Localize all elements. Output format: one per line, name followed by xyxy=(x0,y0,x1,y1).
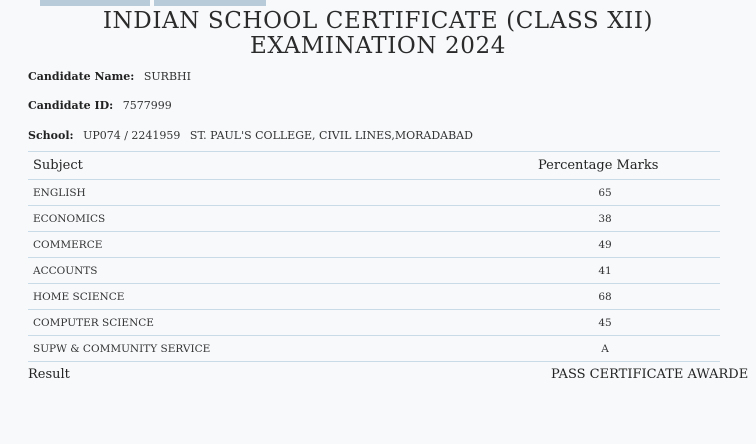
candidate-name-row xyxy=(28,70,191,83)
subject-cell: HOME SCIENCE xyxy=(28,284,538,310)
candidate-id-value: 7577999 xyxy=(122,99,172,112)
marks-table-header xyxy=(28,152,720,180)
top-tab-2[interactable] xyxy=(154,0,266,6)
school-code: UP074 / 2241959 xyxy=(83,129,181,142)
result-label: Result xyxy=(28,367,70,382)
marks-cell: 38 xyxy=(598,212,612,225)
candidate-name-value: SURBHI xyxy=(143,70,191,83)
subject-cell: SUPW & COMMUNITY SERVICE xyxy=(28,336,538,362)
subject-cell: ECONOMICS xyxy=(28,206,538,232)
table-row xyxy=(28,232,720,258)
marks-cell: 41 xyxy=(598,264,612,277)
subject-cell: ACCOUNTS xyxy=(28,258,538,284)
table-row xyxy=(28,336,720,362)
marks-table xyxy=(28,151,720,362)
school-name: ST. PAUL'S COLLEGE, CIVIL LINES,MORADABAD xyxy=(189,129,473,142)
table-row xyxy=(28,180,720,206)
page-title-line-1: INDIAN SCHOOL CERTIFICATE (CLASS XII) xyxy=(102,8,654,34)
marks-cell: 49 xyxy=(598,238,612,251)
subject-cell: ENGLISH xyxy=(28,180,538,206)
school-label: School: xyxy=(28,129,74,142)
top-tab-bar xyxy=(40,0,266,6)
candidate-id-label: Candidate ID: xyxy=(28,99,114,112)
table-row xyxy=(28,310,720,336)
marks-cell: 45 xyxy=(598,316,612,329)
table-row xyxy=(28,258,720,284)
candidate-id-row xyxy=(28,99,172,112)
marks-cell: 68 xyxy=(598,290,612,303)
result-value: PASS CERTIFICATE AWARDE xyxy=(551,367,749,382)
header-percentage-marks: Percentage Marks xyxy=(538,152,720,180)
subject-cell: COMPUTER SCIENCE xyxy=(28,310,538,336)
school-row xyxy=(28,129,473,142)
page-title-line-2: EXAMINATION 2024 xyxy=(250,33,506,59)
header-subject: Subject xyxy=(28,152,538,180)
candidate-name-label: Candidate Name: xyxy=(28,70,135,83)
top-tab-1[interactable] xyxy=(40,0,150,6)
subject-cell: COMMERCE xyxy=(28,232,538,258)
marks-cell: A xyxy=(601,342,609,355)
table-row xyxy=(28,284,720,310)
table-row xyxy=(28,206,720,232)
marks-cell: 65 xyxy=(598,186,612,199)
